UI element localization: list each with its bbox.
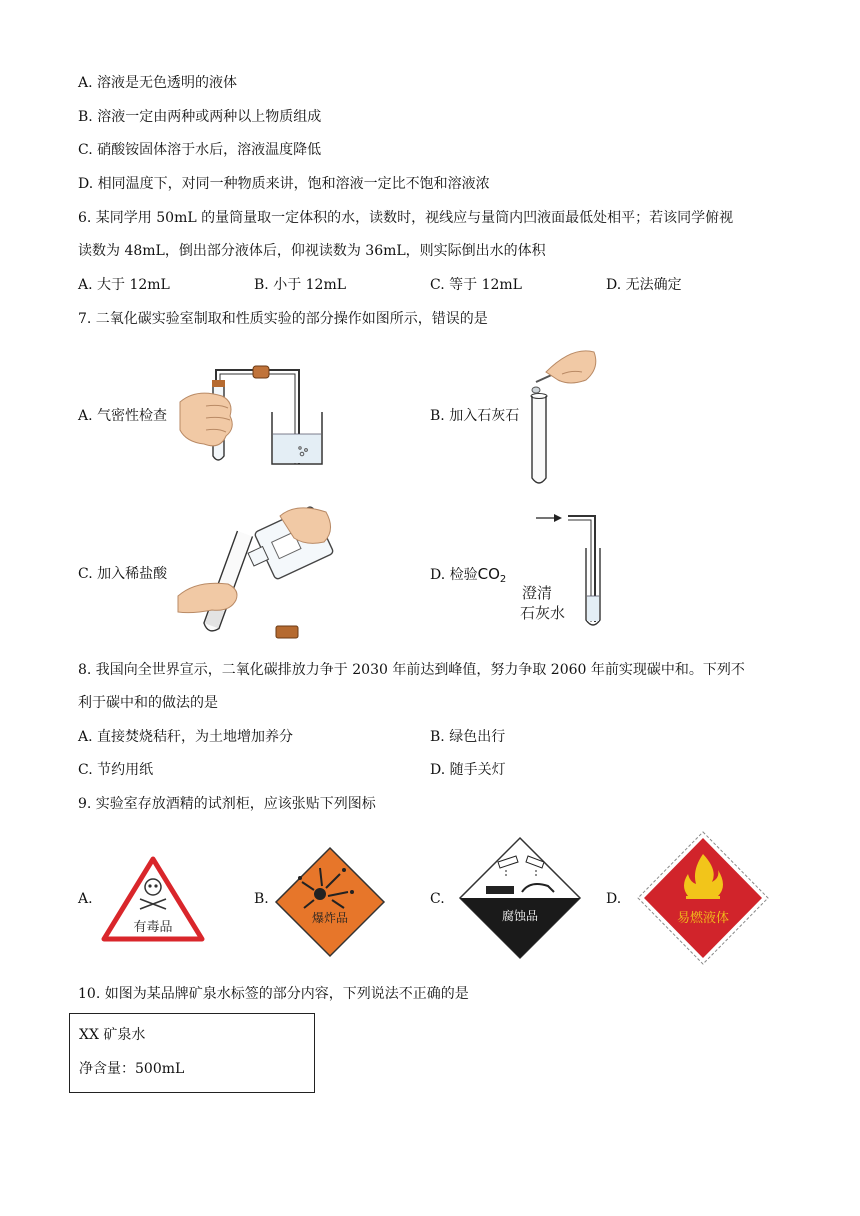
q9-option-a: A. bbox=[78, 891, 93, 907]
flammable-liquid-sign-icon bbox=[636, 830, 770, 966]
q9-option-b: B. bbox=[254, 891, 269, 907]
q5-option-b: B. 溶液一定由两种或两种以上物质组成 bbox=[78, 109, 322, 125]
q9-option-d: D. bbox=[606, 891, 622, 907]
add-dilute-acid-figure bbox=[176, 500, 346, 642]
q6-stem-line2: 读数为 48mL，倒出部分液体后，仰视读数为 36mL，则实际倒出水的体积 bbox=[78, 243, 546, 259]
q5-option-a: A. 溶液是无色透明的液体 bbox=[78, 75, 238, 91]
q9-option-c: C. bbox=[430, 891, 445, 907]
mineral-water-name: XX 矿泉水 bbox=[79, 1027, 146, 1043]
airtightness-check-figure bbox=[176, 358, 330, 472]
toxic-sign-text: 有毒品 bbox=[133, 919, 173, 934]
q7-option-a: A. 气密性检查 bbox=[78, 408, 168, 424]
q8-option-a: A. 直接焚烧秸秆，为土地增加养分 bbox=[78, 729, 294, 745]
q7-option-c: C. 加入稀盐酸 bbox=[78, 566, 168, 582]
q6-option-a: A. 大于 12mL bbox=[78, 277, 170, 293]
q8-option-b: B. 绿色出行 bbox=[430, 729, 506, 745]
q8-option-d: D. 随手关灯 bbox=[430, 762, 506, 778]
corrosive-sign-text: 腐蚀品 bbox=[501, 909, 539, 923]
q8-option-c: C. 节约用纸 bbox=[78, 762, 154, 778]
clear-limewater-label-1: 澄清 bbox=[522, 585, 553, 602]
q6-stem-line1: 6. 某同学用 50mL 的量筒量取一定体积的水，读数时，视线应与量筒内凹液面最低处相平；若该同学俯视 bbox=[78, 210, 734, 226]
q8-stem-line2: 利于碳中和的做法的是 bbox=[78, 695, 218, 711]
flammable-sign-text: 易燃液体 bbox=[676, 910, 730, 925]
clear-limewater-label-2: 石灰水 bbox=[520, 605, 566, 622]
q9-stem: 9. 实验室存放酒精的试剂柜，应该张贴下列图标 bbox=[78, 796, 376, 812]
q7-stem: 7. 二氧化碳实验室制取和性质实验的部分操作如图所示，错误的是 bbox=[78, 311, 488, 327]
q5-option-d: D. 相同温度下，对同一种物质来讲，饱和溶液一定比不饱和溶液浓 bbox=[78, 176, 490, 192]
mineral-water-volume: 净含量：500mL bbox=[79, 1061, 185, 1077]
q10-stem: 10. 如图为某品牌矿泉水标签的部分内容，下列说法不正确的是 bbox=[78, 986, 469, 1002]
q7-option-b: B. 加入石灰石 bbox=[430, 408, 520, 424]
q6-option-b: B. 小于 12mL bbox=[254, 277, 347, 293]
q5-option-c: C. 硝酸铵固体溶于水后，溶液温度降低 bbox=[78, 142, 322, 158]
q6-option-c: C. 等于 12mL bbox=[430, 277, 522, 293]
explosive-sign-icon bbox=[274, 846, 386, 958]
q7-option-d-label: D. 检验 bbox=[430, 567, 478, 583]
q6-option-d: D. 无法确定 bbox=[606, 277, 682, 293]
add-limestone-figure bbox=[512, 346, 602, 488]
toxic-sign-icon bbox=[100, 855, 206, 943]
explosive-sign-text: 爆炸品 bbox=[311, 911, 349, 925]
q7-option-d bbox=[430, 564, 506, 590]
test-co2-figure bbox=[520, 506, 620, 634]
corrosive-sign-icon bbox=[458, 836, 582, 960]
q8-stem-line1: 8. 我国向全世界宣示，二氧化碳排放力争于 2030 年前达到峰值，努力争取 2060 年前实现碳中和。下列不 bbox=[78, 662, 745, 678]
co2-formula: $CO_2$ bbox=[477, 565, 507, 585]
